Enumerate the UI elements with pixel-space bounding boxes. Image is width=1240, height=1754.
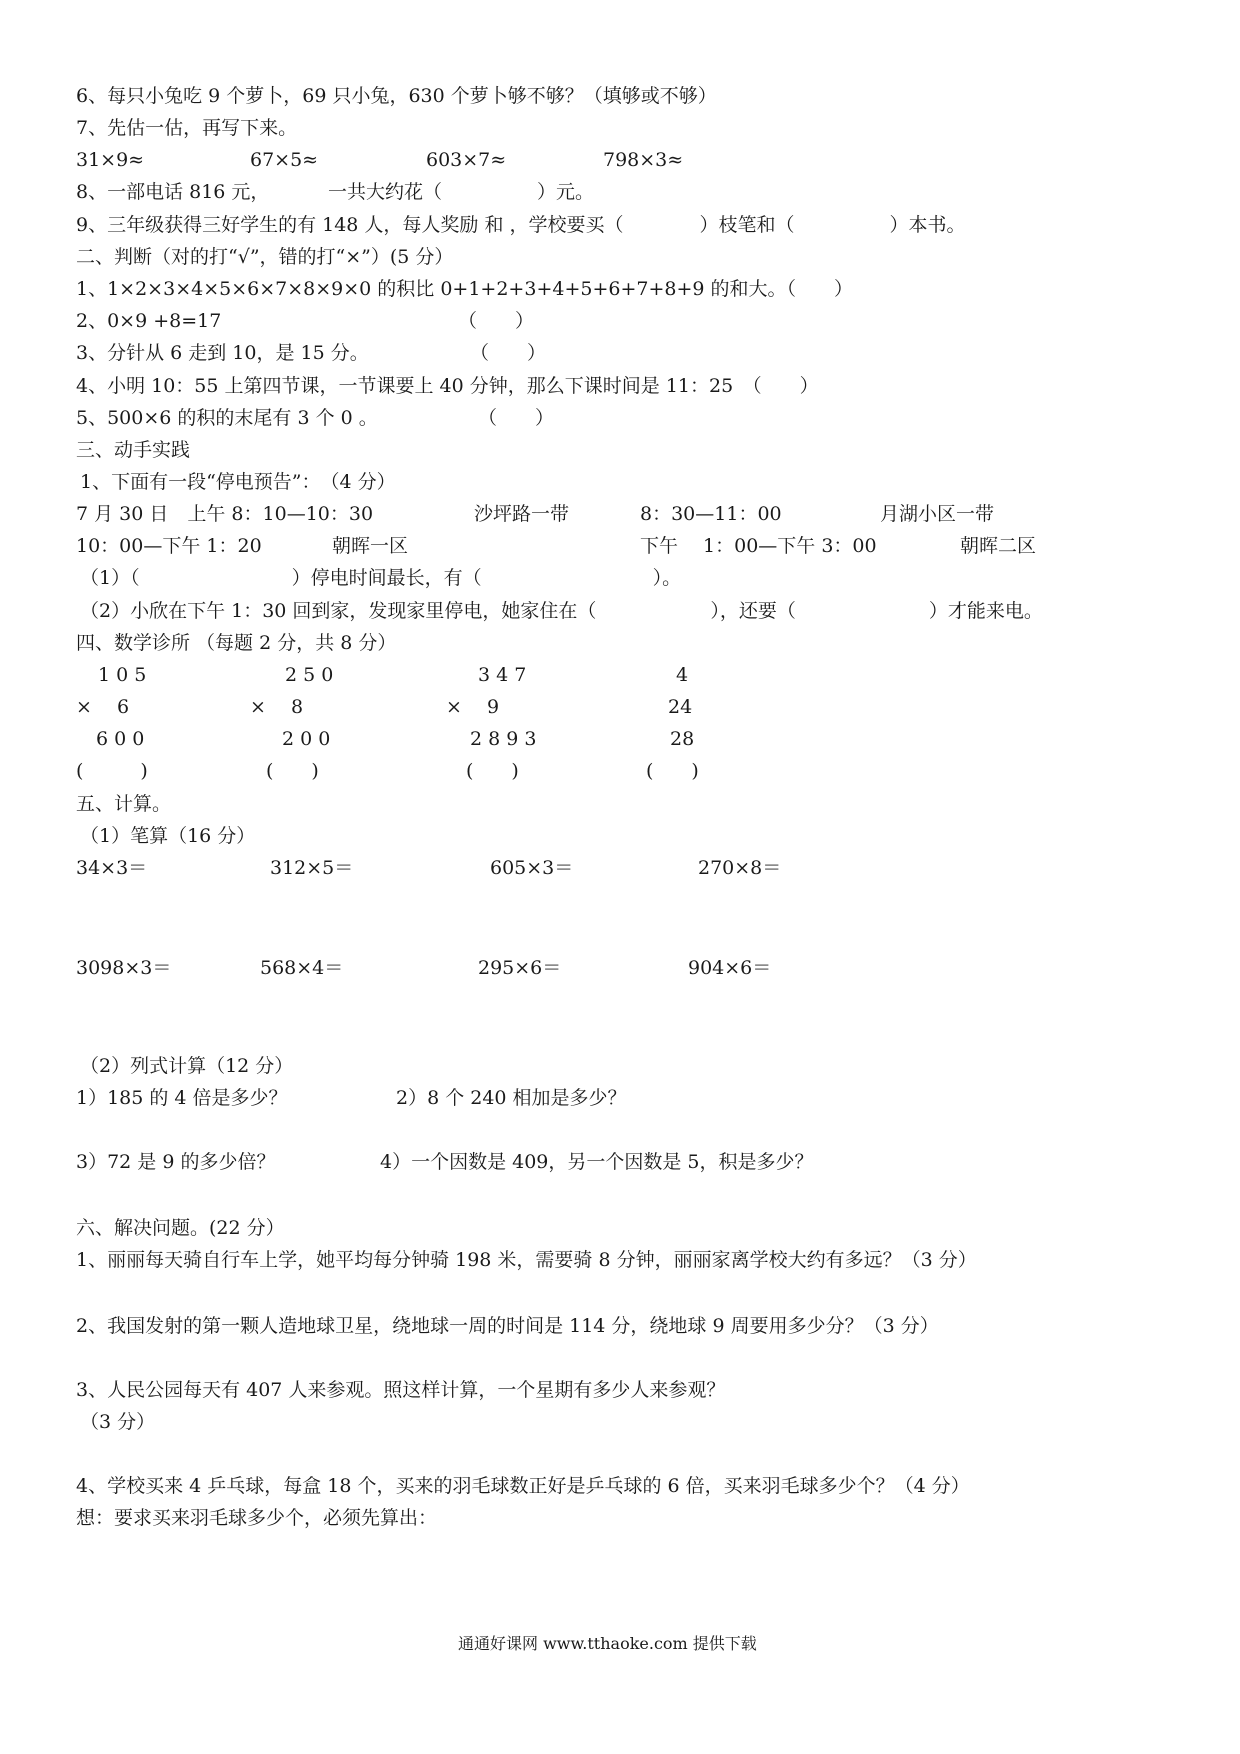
question-text: 568×4＝ [260,957,344,979]
question-text: （ ） [470,342,547,364]
question-text: 沙坪路一带 [474,503,570,525]
question-text: （2）列式计算（12 分） [80,1055,294,1077]
question-text: 1、1×2×3×4×5×6×7×8×9×0 的积比 0+1+2+3+4+5+6+7+8+9 的和大。（ ） [76,278,854,300]
question-text: 2 5 0 [285,664,334,686]
question-text: 想：要求买来羽毛球多少个，必须先算出： [76,1507,438,1529]
question-text: 7、先估一估，再写下来。 [76,117,298,139]
question-text: 24 [668,696,693,718]
question-text: 下午 1：00—下午 3：00 [640,535,877,557]
question-text: 603×7≈ [426,149,507,171]
question-text: ( ) [76,760,148,782]
question-text: 二、判断（对的打“√”，错的打“×”）(5 分） [76,246,454,268]
question-text: 1、丽丽每天骑自行车上学，她平均每分钟骑 198 米，需要骑 8 分钟，丽丽家离学校大约有多远？（3 分） [76,1249,977,1271]
question-text: 朝晖二区 [960,535,1037,557]
question-text: 295×6＝ [478,957,562,979]
question-text: 4）一个因数是 409，另一个因数是 5，积是多少？ [380,1151,814,1173]
question-text: 9、三年级获得三好学生的有 148 人，每人奖励 和 ，学校要买（ ）枝笔和（ ）本书。 [76,214,966,236]
question-text: ( ) [646,760,699,782]
question-text: × 8 [250,696,304,718]
question-text: 2）8 个 240 相加是多少？ [396,1087,627,1109]
question-text: 一共大约花（ ）元。 [328,181,595,203]
question-text: 三、动手实践 [76,439,191,461]
question-text: 67×5≈ [250,149,319,171]
question-text: 4 [676,664,689,686]
question-text: ( ) [266,760,319,782]
question-text: （1）笔算（16 分） [80,825,256,847]
question-text: 3、分针从 6 走到 10，是 15 分。 [76,342,369,364]
question-text: 3、人民公园每天有 407 人来参观。照这样计算，一个星期有多少人来参观？ [76,1379,726,1401]
question-text: 31×9≈ [76,149,145,171]
question-text: （ ） [478,407,555,429]
question-text: 月湖小区一带 [880,503,995,525]
question-text: 五、计算。 [76,793,172,815]
question-text: 3）72 是 9 的多少倍？ [76,1151,276,1173]
question-text: 6 0 0 [96,728,145,750]
question-text: 7 月 30 日 上午 8：10—10：30 [76,503,374,525]
question-text: 10：00—下午 1：20 [76,535,262,557]
question-text: 904×6＝ [688,957,772,979]
question-text: 605×3＝ [490,857,574,879]
question-text: 312×5＝ [270,857,354,879]
question-text: 6、每只小兔吃 9 个萝卜，69 只小兔，630 个萝卜够不够？（填够或不够） [76,85,717,107]
question-text: 四、数学诊所 （每题 2 分，共 8 分） [76,632,397,654]
question-text: 2、我国发射的第一颗人造地球卫星，绕地球一周的时间是 114 分，绕地球 9 周要用多少分？（3 分） [76,1315,939,1337]
question-text: 798×3≈ [603,149,684,171]
question-text: 8：30—11：00 [640,503,782,525]
question-text: 28 [670,728,695,750]
question-text: 4、学校买来 4 乒乓球，每盒 18 个，买来的羽毛球数正好是乒乓球的 6 倍，买来羽毛球多少个？（4 分） [76,1475,970,1497]
question-text: 六、解决问题。(22 分） [76,1217,285,1239]
question-text: 3 4 7 [478,664,527,686]
question-text: × 9 [446,696,500,718]
question-text: × 6 [76,696,130,718]
question-text: （2）小欣在下午 1：30 回到家，发现家里停电，她家住在（ ），还要（ ）才能来电。 [80,600,1043,622]
question-text: 4、小明 10：55 上第四节课，一节课要上 40 分钟，那么下课时间是 11：25 （ ） [76,375,819,397]
question-text: 2、0×9 +8=17 [76,310,222,332]
question-text: 270×8＝ [698,857,782,879]
footer-credit: 通通好课网 www.tthaoke.com 提供下载 [458,1634,757,1653]
question-text: 8、一部电话 816 元， [76,181,270,203]
question-text: 2 0 0 [282,728,331,750]
question-text: 34×3＝ [76,857,148,879]
question-text: 1 0 5 [98,664,147,686]
question-text: （ ） [458,310,535,332]
question-text: （3 分） [80,1411,156,1433]
question-text: 1）185 的 4 倍是多少？ [76,1087,288,1109]
question-text: ( ) [466,760,519,782]
question-text: 2 8 9 3 [470,728,537,750]
question-text: 1、下面有一段“停电预告”： （4 分） [80,471,396,493]
question-text: 朝晖一区 [332,535,409,557]
question-text: 3098×3＝ [76,957,172,979]
question-text: 5、500×6 的积的末尾有 3 个 0 。 [76,407,378,429]
question-text: （1）（ ）停电时间最长，有（ ）。 [80,567,682,589]
